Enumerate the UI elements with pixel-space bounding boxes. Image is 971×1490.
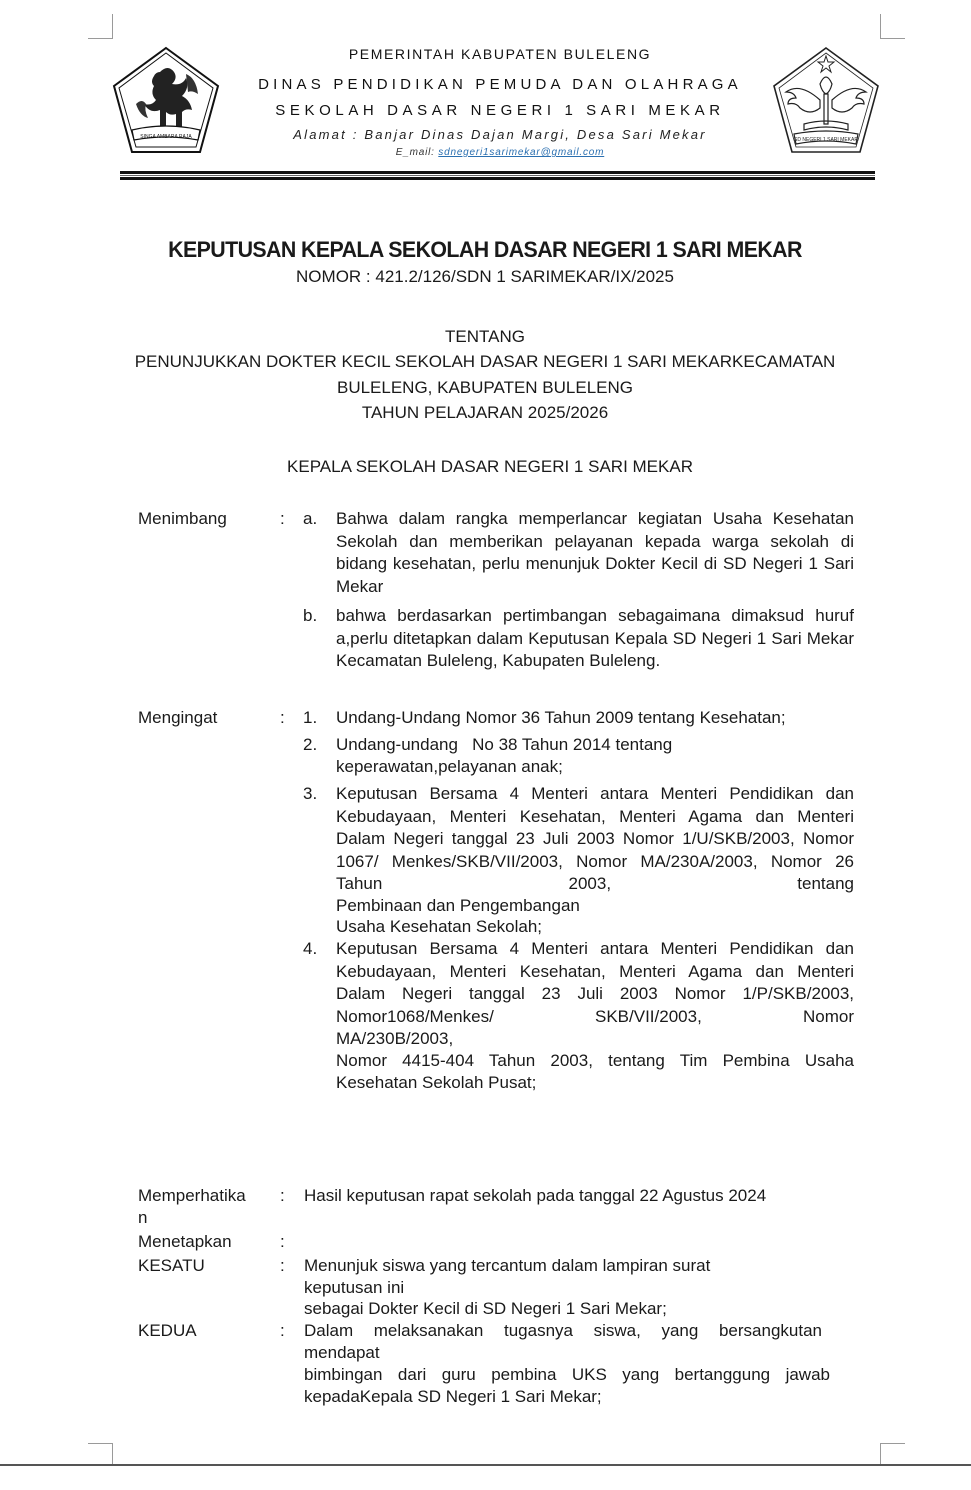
right-logo-caption: SD NEGERI 1 SARI MEKAR [794, 137, 858, 143]
crop-mark-top-left [88, 14, 113, 39]
decree-title: KEPUTUSAN KEPALA SEKOLAH DASAR NEGERI 1 SARI MEKAR [168, 237, 802, 262]
mengingat-marker-3: 3. [303, 784, 318, 803]
mengingat-item-4-main: Keputusan Bersama 4 Menteri antara Menteri Pendidikan dan Kebudayaan, Menteri Kesehatan, Menteri Agama dan Menteri Dalam Negeri tanggal 23 Juli 2003 Nomor 1/P/SKB/2003, Nomor1068/Menkes/ SKB/VII/2003, Nomor [336, 939, 854, 1026]
memperhatikan-label-line-2: n [138, 1208, 148, 1227]
mengingat-item-3-line-2: Pembinaan dan Pengembangan [336, 896, 580, 915]
email-link[interactable]: sdnegeri1sarimekar@gmail.com [438, 147, 605, 158]
memperhatikan-label-line-1: Memperhatika [138, 1186, 246, 1205]
mengingat-marker-1: 1. [303, 708, 318, 727]
crop-mark-bottom-left [88, 1443, 113, 1466]
kesatu-line-2: keputusan ini [304, 1278, 405, 1297]
crop-mark-bottom-right [880, 1443, 905, 1466]
mengingat-item-2-line-1: Undang-undang No 38 Tahun 2014 tentang [336, 735, 673, 754]
menimbang-item-a: Bahwa dalam rangka memperlancar kegiatan Usaha Kesehatan Sekolah dan memberikan pelayanan kepada warga sekolah di bidang kesehatan, perlu menunjuk Dokter Kecil di SD Negeri 1 Sari Mekar [336, 509, 854, 596]
letterhead-rule-thick-top [120, 171, 875, 174]
email-label: E_mail: [395, 147, 435, 158]
kedua-line-2: mendapat [304, 1343, 380, 1362]
mengingat-marker-2: 2. [303, 735, 318, 754]
menimbang-colon: : [280, 509, 285, 528]
mengingat-item-3-main: Keputusan Bersama 4 Menteri antara Menteri Pendidikan dan Kebudayaan, Menteri Kesehatan, Menteri Agama dan Menteri Dalam Negeri tanggal 23 Juli 2003 Nomor 1/U/SKB/2003, Nomor 1067/ Menkes/SKB/VII/2003, Nomor MA/230A/2003, Nomor 26 Tahun 2003, tentang [336, 784, 854, 893]
mengingat-marker-4: 4. [303, 939, 318, 958]
menimbang-marker-a: a. [303, 509, 318, 528]
kesatu-label: KESATU [138, 1256, 205, 1275]
kedua-line-3: bimbingan dari guru pembina UKS yang bertanggung jawab [304, 1365, 830, 1384]
decree-subject-line-1: PENUNJUKKAN DOKTER KECIL SEKOLAH DASAR NEGERI 1 SARI MEKARKECAMATAN [134, 352, 836, 371]
left-logo-caption: SINGA AMBARA RAJA [140, 134, 192, 140]
mengingat-item-4-line-4: Kesehatan Sekolah Pusat; [336, 1073, 537, 1092]
letterhead-rule-thin [120, 175, 875, 176]
kedua-colon: : [280, 1321, 285, 1340]
letterhead-email-line [200, 147, 800, 158]
memperhatikan-text: Hasil keputusan rapat sekolah pada tanggal 22 Agustus 2024 [304, 1186, 767, 1205]
decree-subject-line-3: TAHUN PELAJARAN 2025/2026 [361, 403, 609, 422]
mengingat-item-3-line-3: Usaha Kesehatan Sekolah; [336, 917, 543, 936]
mengingat-colon: : [280, 708, 285, 727]
mengingat-item-1: Undang-Undang Nomor 36 Tahun 2009 tentang Kesehatan; [336, 708, 786, 727]
mengingat-item-4-line-3: Nomor 4415-404 Tahun 2003, tentang Tim Pembina Usaha [336, 1051, 854, 1070]
decree-issuer: KEPALA SEKOLAH DASAR NEGERI 1 SARI MEKAR [287, 457, 693, 476]
kedua-line-4: kepadaKepala SD Negeri 1 Sari Mekar; [304, 1387, 602, 1406]
letterhead-rule-thick-bottom [120, 177, 875, 180]
decree-number: NOMOR : 421.2/126/SDN 1 SARIMEKAR/IX/2025 [296, 267, 674, 286]
crop-mark-top-right [880, 14, 905, 39]
kedua-label: KEDUA [138, 1321, 197, 1340]
decree-tentang: TENTANG [445, 327, 525, 346]
mengingat-item-2-line-2: keperawatan,pelayanan anak; [336, 757, 563, 776]
letterhead-government: PEMERINTAH KABUPATEN BULELENG [348, 46, 652, 62]
letterhead-school-name: SEKOLAH DASAR NEGERI 1 SARI MEKAR [275, 102, 725, 119]
menimbang-item-b: bahwa berdasarkan pertimbangan sebagaimana dimaksud huruf a,perlu ditetapkan dalam Keputusan Kepala SD Negeri 1 Sari Mekar Kecamatan Buleleng, Kabupaten Buleleng. [336, 606, 854, 670]
kesatu-line-3: sebagai Dokter Kecil di SD Negeri 1 Sari Mekar; [304, 1299, 667, 1318]
mengingat-label: Mengingat [138, 708, 218, 727]
mengingat-item-4-line-2: MA/230B/2003, [336, 1029, 454, 1048]
letterhead-department: DINAS PENDIDIKAN PEMUDA DAN OLAHRAGA [258, 76, 742, 93]
menetapkan-label: Menetapkan [138, 1232, 232, 1251]
page-bottom-edge [0, 1464, 971, 1466]
kesatu-line-1: Menunjuk siswa yang tercantum dalam lampiran surat [304, 1256, 711, 1275]
kedua-line-1: Dalam melaksanakan tugasnya siswa, yang bersangkutan [304, 1321, 822, 1340]
letterhead-address: Alamat : Banjar Dinas Dajan Margi, Desa Sari Mekar [293, 127, 707, 142]
memperhatikan-colon: : [280, 1186, 285, 1205]
decree-subject-line-2: BULELENG, KABUPATEN BULELENG [336, 378, 634, 397]
kesatu-colon: : [280, 1256, 285, 1275]
menimbang-marker-b: b. [303, 606, 318, 625]
menetapkan-colon: : [280, 1232, 285, 1251]
menimbang-label: Menimbang [138, 509, 227, 528]
